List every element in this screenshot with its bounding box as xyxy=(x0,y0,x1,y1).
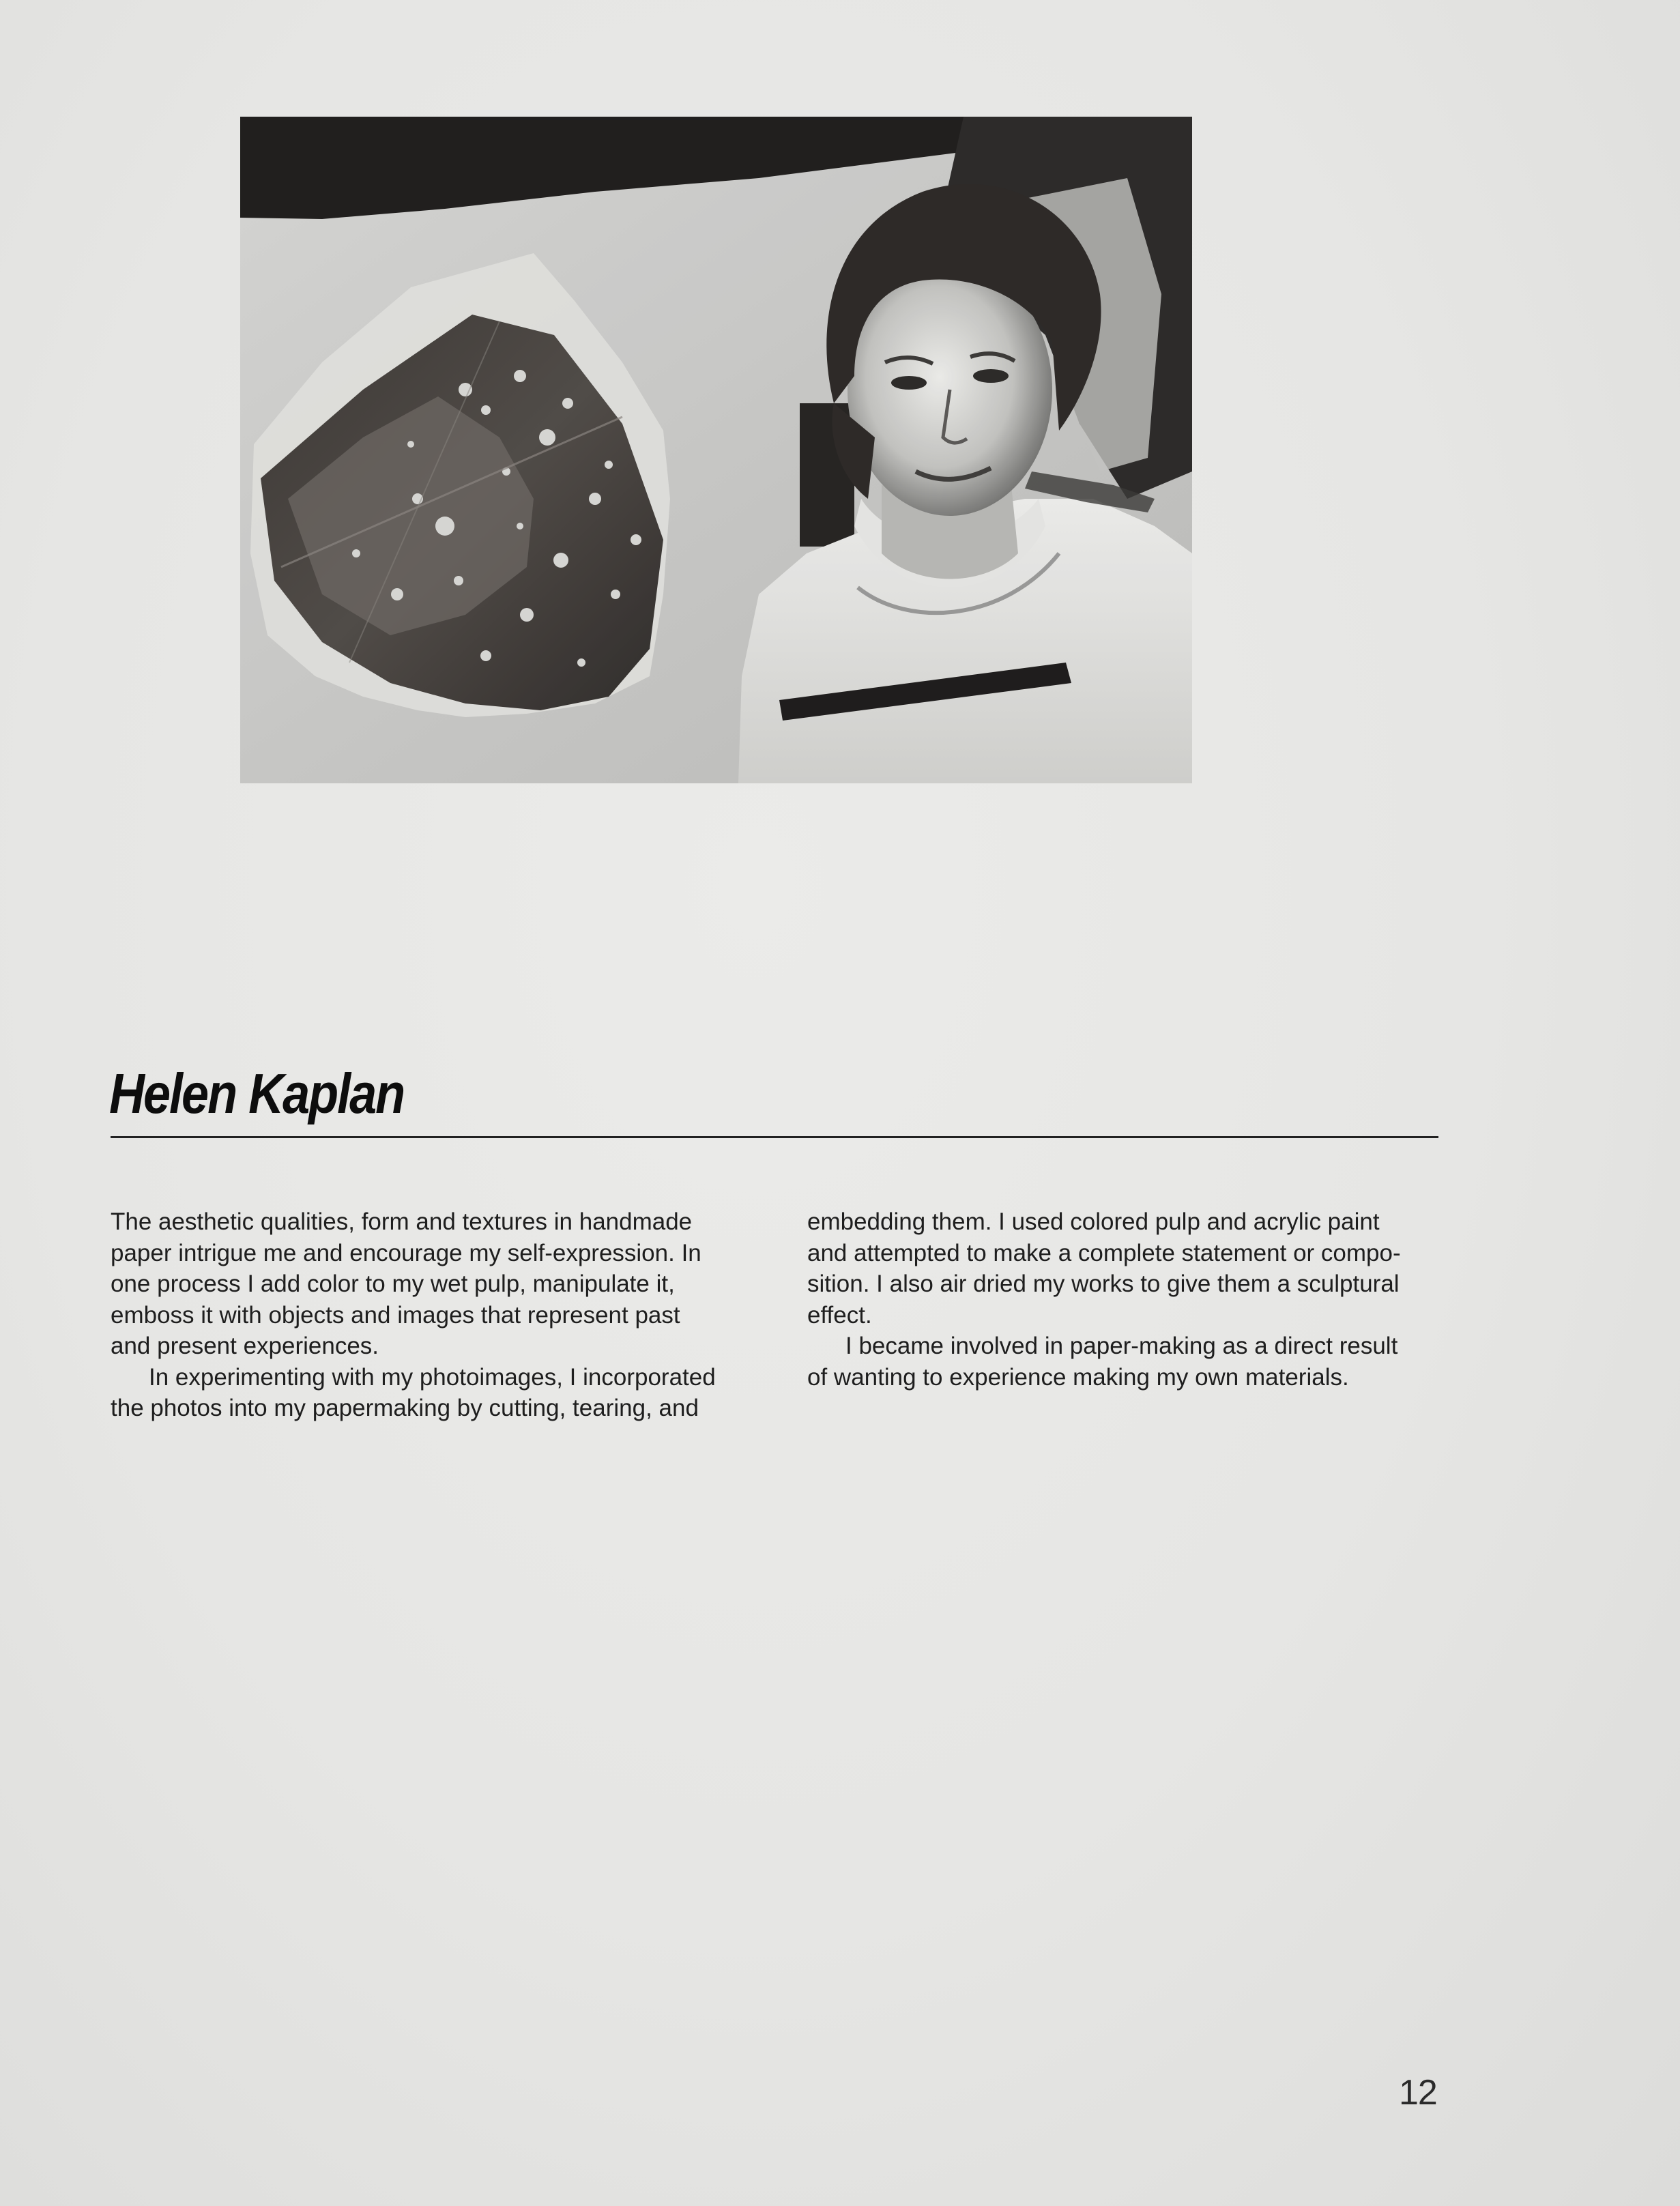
portrait-with-handmade-paper-artwork xyxy=(240,117,1192,783)
artist-portrait-photo xyxy=(240,117,1192,783)
heading-divider xyxy=(111,1136,1438,1138)
statement-right-column xyxy=(807,1206,1452,1393)
statement-left-column xyxy=(111,1206,755,1424)
artist-name-heading: Helen Kaplan xyxy=(109,1062,405,1126)
statement-paragraph: embedding them. I used colored pulp and acrylic paint and attempted to make a complete statement or compo- sition. I also air dried my works to give them a sculptural effect. xyxy=(807,1208,1401,1329)
statement-paragraph: The aesthetic qualities, form and textures in handmade paper intrigue me and encourage my self-expression. In one process I add color to my wet pulp, manipulate it, emboss it with objects and images that represent past and present experiences. xyxy=(111,1208,701,1359)
page-number: 12 xyxy=(1399,2073,1437,2113)
statement-paragraph: I became involved in paper-making as a direct result of wanting to experience making my own materials. xyxy=(807,1333,1398,1391)
statement-paragraph: In experimenting with my photoimages, I incorporated the photos into my papermaking by cutting, tearing, and xyxy=(111,1363,716,1421)
